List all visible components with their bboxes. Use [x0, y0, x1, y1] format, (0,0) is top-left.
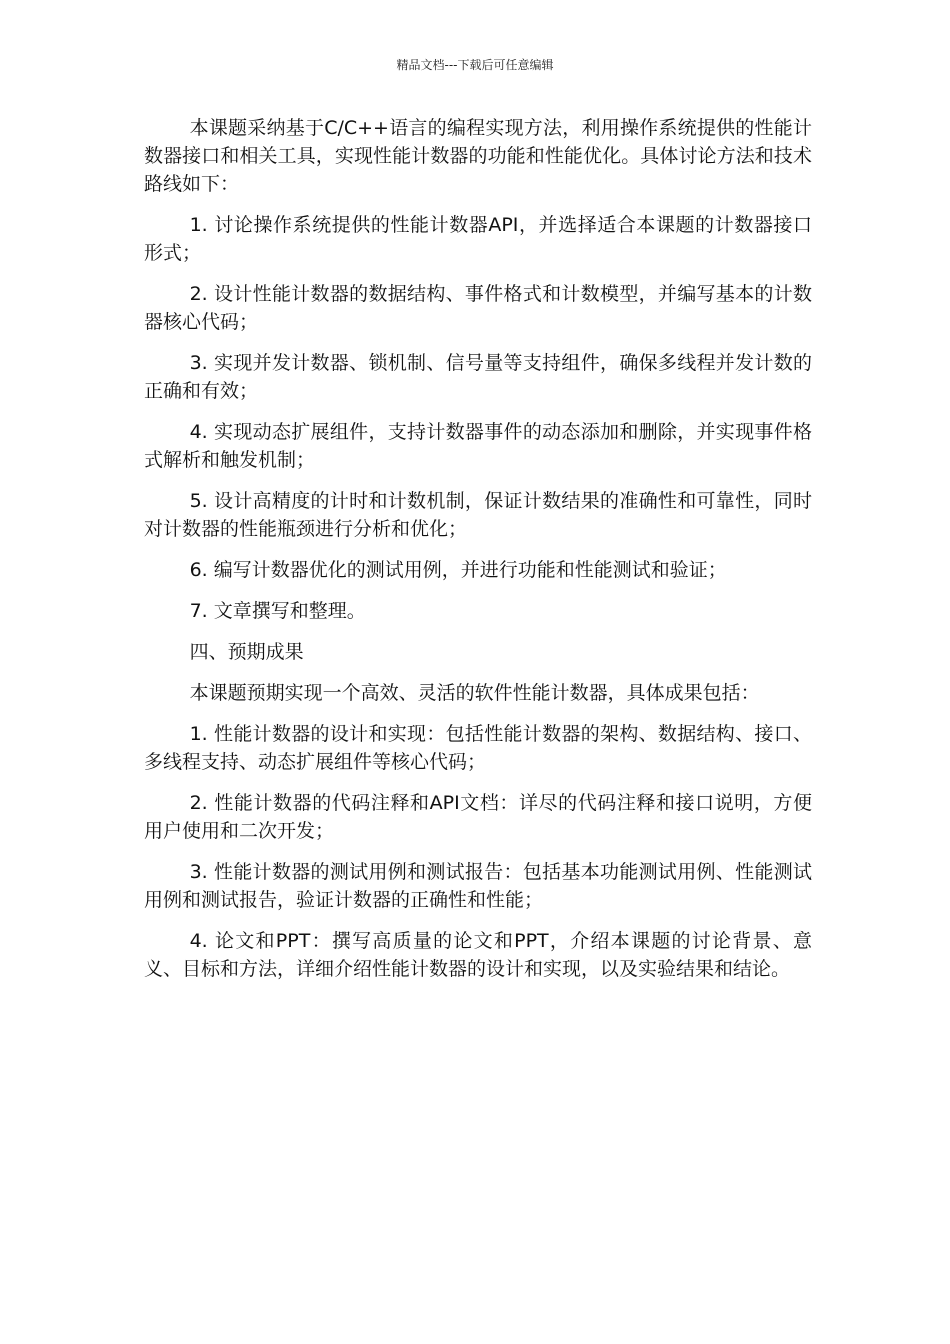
page-header: 精品文档---下载后可任意编辑	[396, 58, 554, 72]
paragraph-result-1: 1. 性能计数器的设计和实现：包括性能计数器的架构、数据结构、接口、多线程支持、动态扩展组件等核心代码；	[144, 723, 812, 773]
paragraph-step-7: 7. 文章撰写和整理。	[189, 600, 366, 622]
paragraph-step-6: 6. 编写计数器优化的测试用例，并进行功能和性能测试和验证；	[189, 559, 727, 581]
paragraph-result-3: 3. 性能计数器的测试用例和测试报告：包括基本功能测试用例、性能测试用例和测试报告，验证计数器的正确性和性能；	[144, 861, 812, 911]
paragraph-results-intro: 本课题预期实现一个高效、灵活的软件性能计数器，具体成果包括：	[189, 682, 760, 704]
paragraph-step-4: 4. 实现动态扩展组件，支持计数器事件的动态添加和删除，并实现事件格式解析和触发机制；	[144, 421, 812, 471]
paragraph-result-4: 4. 论文和PPT：撰写高质量的论文和PPT，介绍本课题的讨论背景、意义、目标和方法，详细介绍性能计数器的设计和实现，以及实验结果和结论。	[144, 930, 812, 980]
section-heading-expected-results: 四、预期成果	[189, 641, 304, 663]
paragraph-step-2: 2. 设计性能计数器的数据结构、事件格式和计数模型，并编写基本的计数器核心代码；	[144, 283, 812, 333]
paragraph-step-3: 3. 实现并发计数器、锁机制、信号量等支持组件，确保多线程并发计数的正确和有效；	[144, 352, 812, 402]
paragraph-step-1: 1. 讨论操作系统提供的性能计数器API，并选择适合本课题的计数器接口形式；	[144, 214, 812, 264]
paragraph-step-5: 5. 设计高精度的计时和计数机制，保证计数结果的准确性和可靠性，同时对计数器的性能瓶颈进行分析和优化；	[144, 490, 812, 540]
document-body	[144, 114, 812, 996]
paragraph-result-2: 2. 性能计数器的代码注释和API文档：详尽的代码注释和接口说明，方便用户使用和二次开发；	[144, 792, 812, 842]
paragraph-method-intro: 本课题采纳基于C/C++语言的编程实现方法，利用操作系统提供的性能计数器接口和相关工具，实现性能计数器的功能和性能优化。具体讨论方法和技术路线如下：	[144, 117, 812, 195]
